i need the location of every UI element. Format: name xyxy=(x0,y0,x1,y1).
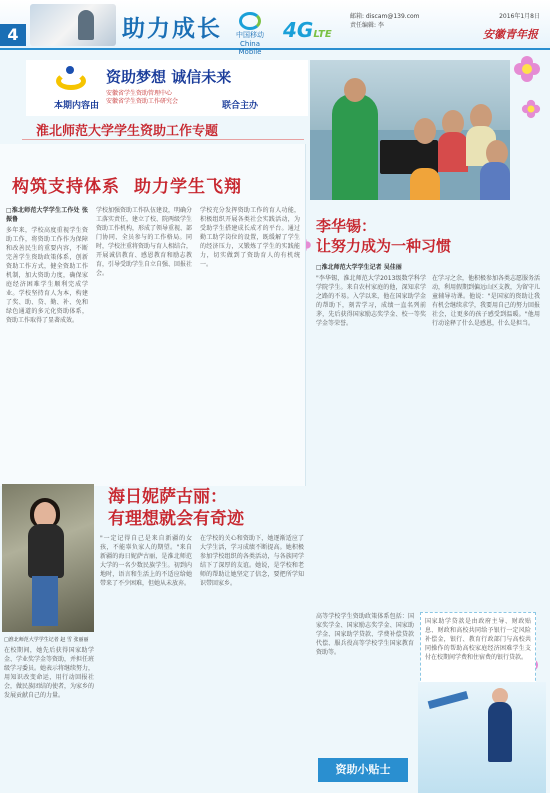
tips-column-1: 高等学校学生资助政策体系包括：国家奖学金、国家励志奖学金、国家助学金、国家助学贷款、学费补偿贷款代偿、服兵役高等学校学生国家教育资助等。 xyxy=(316,613,414,656)
flower-decoration-icon xyxy=(514,56,540,82)
banner-title: 资助梦想 诚信未来 xyxy=(106,68,232,86)
4g-logo xyxy=(283,18,332,42)
article3-headline-line2: 有理想就会有奇迹 xyxy=(108,509,244,529)
sponsor-name: 中国移动 xyxy=(236,31,264,39)
article1-column-3: 学校充分发挥资助工作的育人功能，积极组织开展各类社会实践活动，为受助学生搭建成长成才的平台。通过勤工助学岗位的设置，既缓解了学生的经济压力，又锻炼了学生的实践能力，切实做到了资助育人的有机统一。 xyxy=(200,207,300,268)
china-mobile-logo xyxy=(230,12,270,56)
article3-headline xyxy=(108,486,244,530)
section-title: 助力成长 xyxy=(122,16,222,42)
china-mobile-icon xyxy=(239,12,261,30)
meta-editor: 责任编辑: 李 xyxy=(350,22,384,29)
teaching-photo xyxy=(310,60,510,200)
article2-headline xyxy=(316,216,451,256)
banner-right-tag: 联合主办 xyxy=(222,101,259,111)
article2-byline: □淮北师范大学学生记者 吴佳丽 xyxy=(316,264,402,271)
tips-column-2: 国家助学贷款是由政府主导、财政贴息、财政和高校共同给予银行一定风险补偿金，银行、教育行政部门与高校共同操作的帮助高校家庭经济困难学生支付在校期间学费和住宿费的银行贷款。 xyxy=(425,618,531,661)
student-aid-logo-icon xyxy=(56,66,90,96)
article2-column-1: "李华锡，淮北师范大学2013级数学科学学院学生。来自农村家庭的他，深知求学之路的不易。入学以来，他在国家助学金的帮助下，刻苦学习，成绩一直名列前茅，先后获得国家励志奖学金、校一等奖学金等荣誉。 xyxy=(316,275,426,327)
meta-date: 2016年1月8日 xyxy=(499,13,540,20)
page-header xyxy=(0,0,550,56)
sponsor-name-en: China Mobile xyxy=(238,40,262,56)
section-title-bar xyxy=(22,120,304,140)
article2-headline-line2: 让努力成为一种习惯 xyxy=(316,237,452,255)
banner-organizers: 安徽省学生资助管理中心 安徽省学生资助工作研究会 xyxy=(106,90,179,105)
graduate-illustration xyxy=(418,682,546,793)
article2-headline-line1: 李华锡： xyxy=(316,217,377,235)
banner xyxy=(26,60,308,116)
masthead: 安徽青年报 xyxy=(483,28,538,41)
article2-column-2: 在学习之余，他积极参加各类志愿服务活动，利用假期到偏远山区支教，为留守儿童辅导功课。他说："是国家的资助让我有机会继续求学，我要用自己的努力回报社会，让更多的孩子感受到温暖。"他用行动诠释了什么是感恩，什么是担当。 xyxy=(432,275,540,327)
article3-photo-caption: □淮北师范大学学生记者 赵 雪 张丽丽 xyxy=(4,637,89,643)
article1-column-2: 学校加强资助工作队伍建设，明确分工落实责任，建立了校、院两级学生资助工作机构，形成了领导重视、部门协同、全员参与的工作格局。同时，学校注重将资助与育人相结合，开展诚信教育、感恩教育和励志教育，引导受助学生自立自强、回报社会。 xyxy=(96,207,192,277)
special-topic-title: 淮北师范大学学生资助工作专题 xyxy=(36,124,219,139)
page-number: 4 xyxy=(0,24,26,46)
article1-headline-b: 助力学生飞翔 xyxy=(134,177,242,197)
article3-headline-line1: 海日妮萨古丽： xyxy=(108,487,227,507)
banner-left-tag: 本期内容由 xyxy=(54,101,100,111)
article-support-system xyxy=(0,144,306,486)
airplane-icon xyxy=(428,691,469,709)
flower-decoration-icon xyxy=(522,100,540,118)
article3-column-2: 在学校的关心和资助下，她逐渐适应了大学生活，学习成绩不断提高。她积极参加学校组织的各类活动，与各族同学结下了深厚的友谊。她说，是学校和老师的帮助让她坚定了信念，要把所学知识带回家乡。 xyxy=(200,535,304,587)
article1-headline-a: 构筑支持体系 xyxy=(12,177,120,197)
header-photo xyxy=(30,4,116,46)
article1-text-1: 多年来，学校高度重视学生资助工作，将资助工作作为保障和改善民生的重要内容，不断完善学生资助政策体系，创新资助工作方式，健全资助工作机制，加大资助力度，确保家庭经济困难学生顺利完成学业。学校坚持育人为本，构建了奖、助、贷、勤、补、免和绿色通道的多元化资助体系，资助工作取得了显著成效。 xyxy=(6,227,88,324)
tips-label: 资助小贴士 xyxy=(318,758,408,782)
article1-byline: □淮北师范大学学生工作处 张振鲁 xyxy=(6,207,88,223)
article1-headline xyxy=(12,172,242,197)
student-portrait-photo xyxy=(2,484,94,632)
lte-text: LTE xyxy=(313,29,332,40)
meta-email: 邮箱: discam@139.com xyxy=(350,13,420,20)
article3-column-0: 在校期间，她先后获得国家助学金、学业奖学金等资助，并担任班级学习委员。她表示将继续努力，用知识改变命运，用行动回报社会，做民族团结的使者，为家乡的发展贡献自己的力量。 xyxy=(4,647,94,699)
4g-text: 4G xyxy=(283,18,314,42)
article3-column-1: "一定记得自己是来自新疆的女孩，不能辜负家人的期望。"来自新疆的海日妮萨古丽，是淮北师范大学的一名少数民族学生。初到内地时，语言和生活上的不适应给她带来了不少困难，但她从未放弃。 xyxy=(100,535,192,587)
article1-column-1 xyxy=(6,206,88,478)
